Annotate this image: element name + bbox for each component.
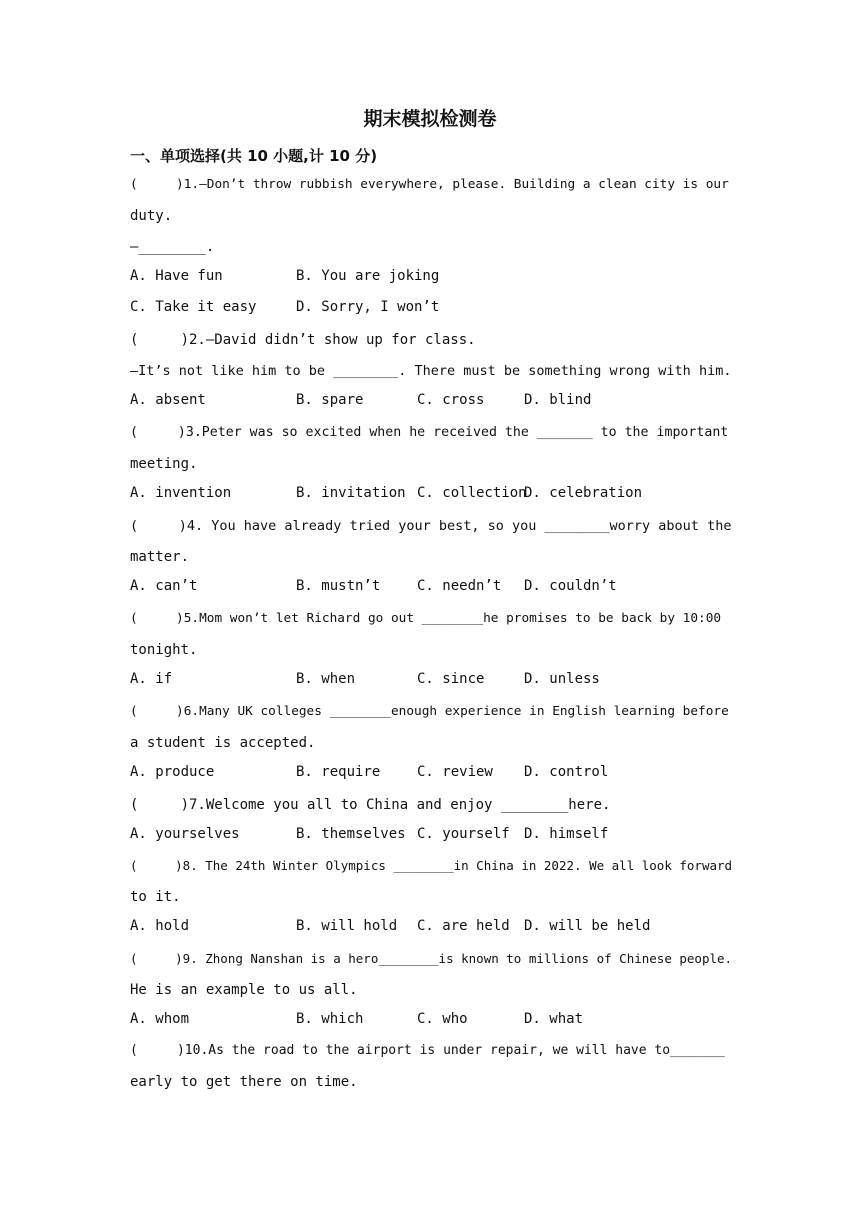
q8-stem-line2: to it. (130, 889, 181, 905)
q6-option-b: B. require (296, 764, 381, 780)
q7-stem-line1: ( )7.Welcome you all to China and enjoy ________here. (130, 797, 611, 813)
q9-option-d: D. what (524, 1011, 584, 1027)
q8-option-b: B. will hold (296, 918, 398, 934)
q3-option-c: C. collection (417, 485, 527, 501)
q7-option-c: C. yourself (417, 826, 510, 842)
q7-option-b: B. themselves (296, 826, 406, 842)
q5-option-a: A. if (130, 671, 173, 687)
q3-option-a: A. invention (130, 485, 232, 501)
q9-option-c: C. who (417, 1011, 468, 1027)
q1-option-b: B. You are joking (296, 268, 440, 284)
q4-option-b: B. mustn’t (296, 578, 381, 594)
q2-stem-line2: —It’s not like him to be ________. There must be something wrong with him. (130, 363, 732, 379)
q1-stem-line3: —________. (130, 239, 215, 255)
q7-option-d: D. himself (524, 826, 609, 842)
q2-option-a: A. absent (130, 392, 206, 408)
q8-option-c: C. are held (417, 918, 510, 934)
q6-stem-line1: ( )6.Many UK colleges ________enough experience in English learning before (130, 704, 729, 719)
q3-option-b: B. invitation (296, 485, 406, 501)
q4-stem-line1: ( )4. You have already tried your best, so you ________worry about the (130, 518, 732, 534)
q3-option-d: D. celebration (524, 485, 643, 501)
q6-option-a: A. produce (130, 764, 215, 780)
q8-option-a: A. hold (130, 918, 190, 934)
q4-option-c: C. needn’t (417, 578, 502, 594)
q7-option-a: A. yourselves (130, 826, 240, 842)
q1-stem-line2: duty. (130, 208, 173, 224)
q5-option-b: B. when (296, 671, 356, 687)
q1-option-d: D. Sorry, I won’t (296, 299, 440, 315)
section-heading: 一、单项选择(共 10 小题,计 10 分) (130, 147, 378, 165)
q1-option-c: C. Take it easy (130, 299, 257, 315)
q3-stem-line1: ( )3.Peter was so excited when he received the _______ to the important (130, 425, 729, 440)
q5-stem-line2: tonight. (130, 642, 198, 658)
q2-option-c: C. cross (417, 392, 485, 408)
q5-option-d: D. unless (524, 671, 600, 687)
q2-option-b: B. spare (296, 392, 364, 408)
q5-option-c: C. since (417, 671, 485, 687)
q5-stem-line1: ( )5.Mom won’t let Richard go out ________he promises to be back by 10:00 (130, 611, 722, 626)
q4-option-d: D. couldn’t (524, 578, 617, 594)
q8-option-d: D. will be held (524, 918, 651, 934)
q9-option-a: A. whom (130, 1011, 190, 1027)
q3-stem-line2: meeting. (130, 456, 198, 472)
q4-stem-line2: matter. (130, 549, 190, 565)
q9-option-b: B. which (296, 1011, 364, 1027)
q6-option-c: C. review (417, 764, 493, 780)
q4-option-a: A. can’t (130, 578, 198, 594)
page-title: 期末模拟检测卷 (363, 108, 497, 130)
q8-stem-line1: ( )8. The 24th Winter Olympics ________in China in 2022. We all look forward (130, 858, 733, 873)
q6-stem-line2: a student is accepted. (130, 735, 316, 751)
q9-stem-line1: ( )9. Zhong Nanshan is a hero________is known to millions of Chinese people. (130, 951, 733, 966)
q2-option-d: D. blind (524, 392, 592, 408)
q2-stem-line1: ( )2.—David didn’t show up for class. (130, 332, 476, 348)
q6-option-d: D. control (524, 764, 609, 780)
q10-stem-line1: ( )10.As the road to the airport is under repair, we will have to_______ (130, 1043, 725, 1058)
q1-stem-line1: ( )1.—Don’t throw rubbish everywhere, please. Building a clean city is our (130, 177, 729, 192)
q10-stem-line2: early to get there on time. (130, 1074, 358, 1090)
q9-stem-line2: He is an example to us all. (130, 982, 358, 998)
q1-option-a: A. Have fun (130, 268, 223, 284)
